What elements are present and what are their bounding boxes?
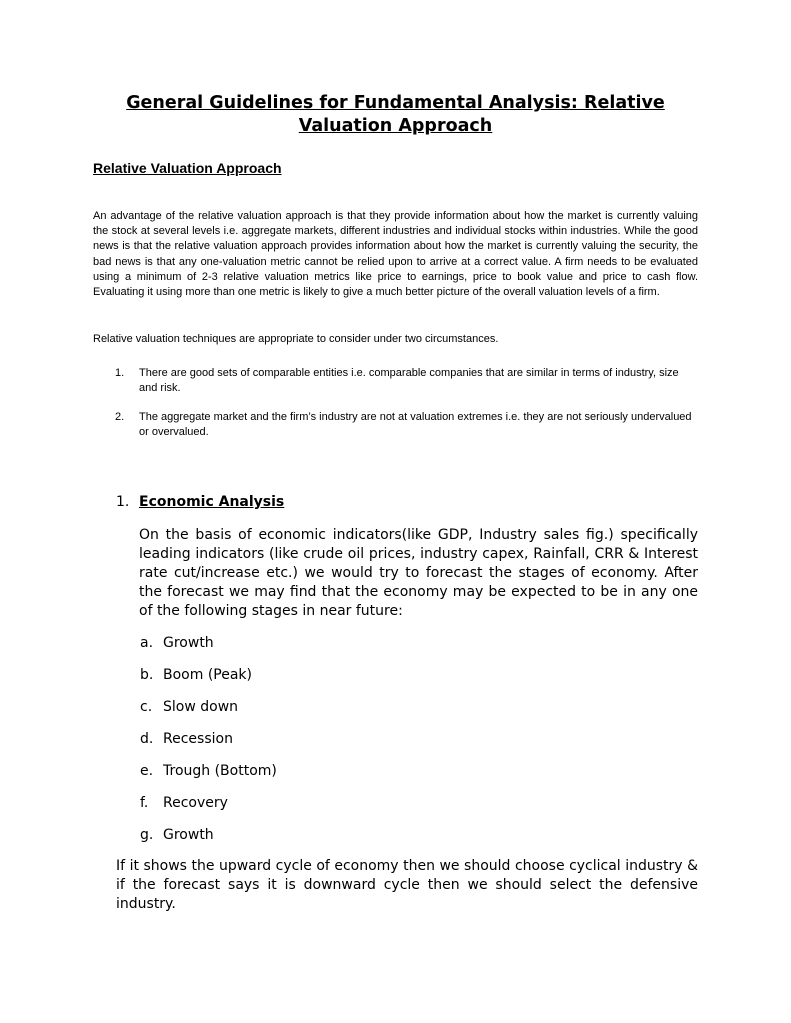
list-item-text: There are good sets of comparable entities i.e. comparable companies that are similar in terms of industry, size and risk.	[139, 367, 679, 395]
stage-text: Growth	[163, 635, 214, 651]
stage-text: Recovery	[163, 795, 228, 811]
list-letter: a.	[140, 635, 154, 651]
stage-text: Slow down	[163, 699, 239, 715]
list-letter: f.	[140, 795, 149, 811]
list-number: 1.	[116, 494, 130, 510]
circumstances-paragraph: Relative valuation techniques are appropriate to consider under two circumstances.	[93, 333, 499, 345]
list-letter: e.	[140, 763, 154, 779]
list-item	[139, 794, 277, 813]
list-letter: d.	[140, 731, 154, 747]
list-item	[139, 762, 277, 781]
list-item	[139, 826, 277, 845]
circumstance-list-item-2	[93, 410, 698, 440]
list-item-text: The aggregate market and the firm’s industry are not at valuation extremes i.e. they are not seriously undervalued or overvalued.	[139, 411, 692, 439]
conclusion-paragraph: If it shows the upward cycle of economy then we should choose cyclical industry & if the forecast says it is downward cycle then we should select the defensive industry.	[116, 858, 698, 912]
section-heading: Relative Valuation Approach	[93, 160, 282, 176]
list-letter: b.	[140, 667, 154, 683]
list-number: 2.	[115, 411, 125, 423]
list-item	[93, 366, 698, 396]
economy-stages-list	[139, 634, 277, 858]
stage-text: Growth	[163, 827, 214, 843]
list-item	[139, 634, 277, 653]
list-item	[139, 730, 277, 749]
list-letter: g.	[140, 827, 154, 843]
economic-analysis-paragraph: On the basis of economic indicators(like GDP, Industry sales fig.) specifically leading indicators (like crude oil prices, industry capex, Rainfall, CRR & Interest rate cut/increase etc.) we would try to forecast the stages of economy. After the forecast we may find that the economy may be expected to be in any one of the following stages in near future:	[139, 527, 698, 619]
stage-text: Recession	[163, 731, 233, 747]
list-item	[93, 410, 698, 440]
list-item	[139, 666, 277, 685]
list-number: 1.	[115, 367, 125, 379]
economic-analysis-heading: Economic Analysis	[139, 494, 285, 510]
document-title: General Guidelines for Fundamental Analysis: Relative Valuation Approach	[126, 93, 665, 136]
circumstance-list-item-1	[93, 366, 698, 396]
stage-text: Trough (Bottom)	[163, 763, 277, 779]
list-item	[139, 698, 277, 717]
intro-paragraph: An advantage of the relative valuation approach is that they provide information about how the market is currently valuing the stock at several levels i.e. aggregate markets, different industries and individual stocks within industries. While the good news is that the relative valuation approach provides information about how the market is currently valuing the security, the bad news is that any one-valuation metric cannot be relied upon to arrive at a correct value. A firm needs to be evaluated using a minimum of 2-3 relative valuation metrics like price to earnings, price to book value and price to cash flow. Evaluating it using more than one metric is likely to give a much better picture of the overall valuation levels of a firm.	[93, 210, 698, 299]
stage-text: Boom (Peak)	[163, 667, 252, 683]
list-letter: c.	[140, 699, 153, 715]
